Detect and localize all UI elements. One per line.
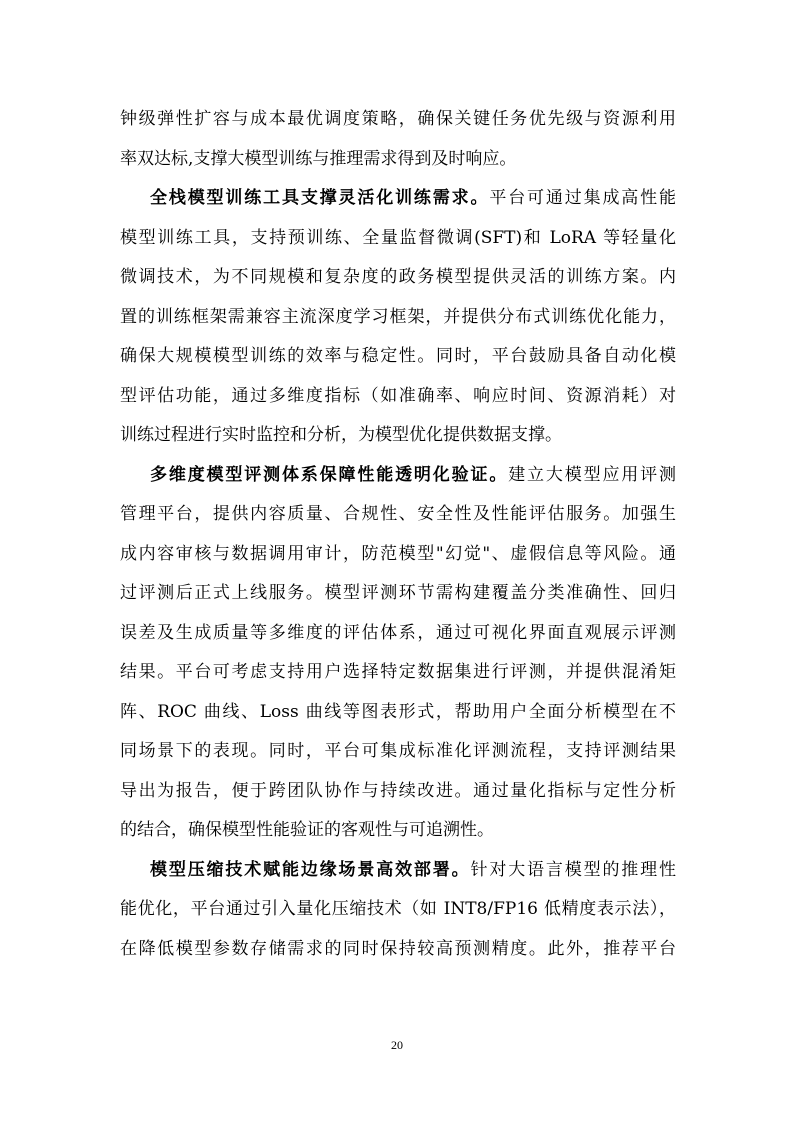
- line-text: 结果。平台可考虑支持用户选择特定数据集进行评测，并提供混淆矩: [120, 662, 676, 682]
- line-text: 成内容审核与数据调用审计，防范模型"幻觉"、虚假信息等风险。通: [120, 543, 676, 564]
- text-line: [120, 851, 676, 891]
- line-text: 阵、ROC 曲线、Loss 曲线等图表形式，帮助用户全面分析模型在不: [120, 701, 676, 722]
- page-number: 20: [391, 1038, 403, 1052]
- line-text: 过评测后正式上线服务。模型评测环节需构建覆盖分类准确性、回归: [120, 583, 676, 603]
- text-line: [120, 258, 676, 298]
- line-text: 管理平台，提供内容质量、合规性、安全性及性能评估服务。加强生: [120, 504, 676, 524]
- text-line: [120, 614, 676, 654]
- line-text: 同场景下的表现。同时，平台可集成标准化评测流程，支持评测结果: [120, 741, 676, 761]
- line-text: 建立大模型应用评测: [508, 464, 676, 485]
- text-line: [120, 930, 676, 970]
- text-line: [120, 535, 676, 575]
- paragraph-heading: 模型压缩技术赋能边缘场景高效部署。: [150, 859, 471, 880]
- paragraph-heading: 全栈模型训练工具支撑灵活化训练需求。: [150, 188, 490, 208]
- line-text: 置的训练框架需兼容主流深度学习框架，并提供分布式训练优化能力，: [120, 306, 676, 327]
- text-line: [120, 140, 676, 180]
- text-line: [120, 100, 676, 140]
- paragraph-heading: 多维度模型评测体系保障性能透明化验证。: [150, 464, 509, 485]
- text-line: [120, 337, 676, 377]
- text-line: [120, 890, 676, 930]
- text-line: [120, 377, 676, 417]
- text-line: [120, 179, 676, 219]
- text-line: [120, 298, 676, 338]
- line-text: 在降低模型参数存储需求的同时保持较高预测精度。此外，推荐平台: [120, 938, 676, 959]
- text-line: [120, 456, 676, 496]
- text-line: [120, 416, 676, 456]
- line-text: 训练过程进行实时监控和分析，为模型优化提供数据支撑。: [120, 425, 562, 445]
- text-line: [120, 219, 676, 259]
- line-text: 钟级弹性扩容与成本最优调度策略，确保关键任务优先级与资源利用: [120, 109, 676, 129]
- line-text: 能优化，平台通过引入量化压缩技术（如 INT8/FP16 低精度表示法），: [120, 899, 676, 919]
- line-text: 型评估功能，通过多维度指标（如准确率、响应时间、资源消耗）对: [120, 385, 676, 406]
- text-line: [120, 653, 676, 693]
- line-text: 平台可通过集成高性能: [489, 188, 676, 208]
- text-line: [120, 772, 676, 812]
- text-line: [120, 574, 676, 614]
- line-text: 的结合，确保模型性能验证的客观性与可追溯性。: [120, 820, 494, 840]
- body-text: [120, 100, 676, 969]
- line-text: 模型训练工具，支持预训练、全量监督微调(SFT)和 LoRA 等轻量化: [120, 227, 676, 248]
- line-text: 导出为报告，便于跨团队协作与持续改进。通过量化指标与定性分析: [120, 780, 676, 801]
- line-text: 误差及生成质量等多维度的评估体系，通过可视化界面直观展示评测: [120, 622, 676, 643]
- text-line: [120, 811, 676, 851]
- text-line: [120, 495, 676, 535]
- text-line: [120, 693, 676, 733]
- line-text: 率双达标,支撑大模型训练与推理需求得到及时响应。: [120, 148, 517, 169]
- line-text: 微调技术，为不同规模和复杂度的政务模型提供灵活的训练方案。内: [120, 267, 676, 287]
- line-text: 针对大语言模型的推理性: [470, 859, 676, 880]
- line-text: 确保大规模模型训练的效率与稳定性。同时，平台鼓励具备自动化模: [120, 346, 676, 366]
- text-line: [120, 732, 676, 772]
